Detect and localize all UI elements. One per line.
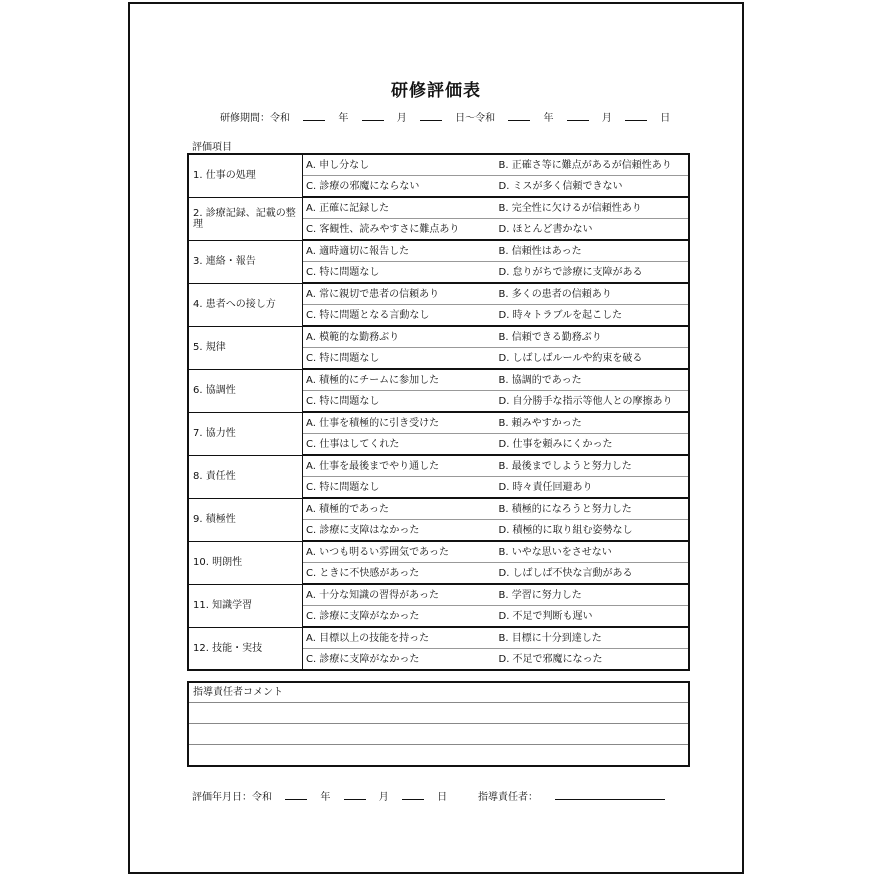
- comment-box: [187, 681, 690, 767]
- period-year-unit: 年: [338, 113, 349, 124]
- option-a[interactable]: A. 十分な知識の習得があった: [303, 584, 496, 606]
- evaluation-form-page: [128, 2, 744, 874]
- option-c[interactable]: C. 特に問題なし: [303, 348, 496, 370]
- option-a[interactable]: A. 目標以上の技能を持った: [303, 627, 496, 649]
- table-row: [188, 455, 689, 477]
- option-a[interactable]: A. 仕事を最後までやり通した: [303, 455, 496, 477]
- comment-label: 指導責任者コメント: [189, 683, 688, 703]
- item-name: 3. 連絡・報告: [188, 240, 303, 283]
- option-b[interactable]: B. 多くの患者の信頼あり: [496, 283, 690, 305]
- training-period: [220, 109, 670, 124]
- table-row: [188, 283, 689, 305]
- item-name: 12. 技能・実技: [188, 627, 303, 670]
- period-day2-unit: 日: [660, 113, 671, 124]
- period-label: 研修期間：令和: [220, 113, 290, 124]
- option-d[interactable]: D. 仕事を頼みにくかった: [496, 434, 690, 456]
- period-month2-field[interactable]: [567, 112, 589, 121]
- table-row: [188, 154, 689, 176]
- period-day2-field[interactable]: [625, 112, 647, 121]
- table-row: [188, 197, 689, 219]
- option-d[interactable]: D. 時々責任回避あり: [496, 477, 690, 499]
- table-row: [188, 240, 689, 262]
- option-c[interactable]: C. 特に問題なし: [303, 391, 496, 413]
- option-d[interactable]: D. ほとんど書かない: [496, 219, 690, 241]
- comment-line[interactable]: [189, 724, 688, 745]
- option-c[interactable]: C. 診療に支障がなかった: [303, 606, 496, 628]
- item-name: 10. 明朗性: [188, 541, 303, 584]
- option-a[interactable]: A. 正確に記録した: [303, 197, 496, 219]
- table-row: [188, 541, 689, 563]
- option-d[interactable]: D. ミスが多く信頼できない: [496, 176, 690, 198]
- item-name: 6. 協調性: [188, 369, 303, 412]
- item-name: 11. 知識学習: [188, 584, 303, 627]
- option-b[interactable]: B. 学習に努力した: [496, 584, 690, 606]
- period-day-to: 日～令和: [455, 113, 496, 124]
- option-d[interactable]: D. しばしばルールや約束を破る: [496, 348, 690, 370]
- page-title: 研修評価表: [391, 81, 481, 101]
- option-b[interactable]: B. 頼みやすかった: [496, 412, 690, 434]
- table-row: [188, 326, 689, 348]
- period-month-unit: 月: [396, 113, 407, 124]
- option-c[interactable]: C. 診療の邪魔にならない: [303, 176, 496, 198]
- option-a[interactable]: A. 模範的な勤務ぶり: [303, 326, 496, 348]
- option-b[interactable]: B. 信頼性はあった: [496, 240, 690, 262]
- period-year-field[interactable]: [303, 112, 325, 121]
- option-b[interactable]: B. いやな思いをさせない: [496, 541, 690, 563]
- date-month-field[interactable]: [344, 791, 366, 800]
- option-b[interactable]: B. 正確さ等に難点があるが信頼性あり: [496, 154, 690, 176]
- option-b[interactable]: B. 積極的になろうと努力した: [496, 498, 690, 520]
- period-day-field[interactable]: [420, 112, 442, 121]
- period-year2-unit: 年: [543, 113, 554, 124]
- option-c[interactable]: C. 客観性、読みやすさに難点あり: [303, 219, 496, 241]
- option-c[interactable]: C. 診療に支障がなかった: [303, 649, 496, 671]
- item-name: 2. 診療記録、記載の整理: [188, 197, 303, 240]
- option-d[interactable]: D. 怠りがちで診療に支障がある: [496, 262, 690, 284]
- date-month-unit: 月: [378, 792, 389, 803]
- comment-line[interactable]: [189, 703, 688, 724]
- option-a[interactable]: A. 適時適切に報告した: [303, 240, 496, 262]
- date-day-unit: 日: [437, 792, 448, 803]
- supervisor-signature: [478, 788, 665, 803]
- option-b[interactable]: B. 信頼できる勤務ぶり: [496, 326, 690, 348]
- option-b[interactable]: B. 完全性に欠けるが信頼性あり: [496, 197, 690, 219]
- option-c[interactable]: C. 仕事はしてくれた: [303, 434, 496, 456]
- option-d[interactable]: D. 不足で邪魔になった: [496, 649, 690, 671]
- date-year-field[interactable]: [285, 791, 307, 800]
- option-a[interactable]: A. 申し分なし: [303, 154, 496, 176]
- option-b[interactable]: B. 目標に十分到達した: [496, 627, 690, 649]
- item-name: 5. 規律: [188, 326, 303, 369]
- item-name: 8. 責任性: [188, 455, 303, 498]
- option-d[interactable]: D. 時々トラブルを起こした: [496, 305, 690, 327]
- option-c[interactable]: C. ときに不快感があった: [303, 563, 496, 585]
- option-c[interactable]: C. 特に問題なし: [303, 262, 496, 284]
- period-month-field[interactable]: [362, 112, 384, 121]
- option-d[interactable]: D. 積極的に取り組む姿勢なし: [496, 520, 690, 542]
- option-d[interactable]: D. 不足で判断も遅い: [496, 606, 690, 628]
- date-day-field[interactable]: [402, 791, 424, 800]
- evaluation-table: [187, 153, 690, 671]
- table-row: [188, 498, 689, 520]
- option-c[interactable]: C. 診療に支障はなかった: [303, 520, 496, 542]
- supervisor-field[interactable]: [555, 791, 665, 800]
- date-year-unit: 年: [320, 792, 331, 803]
- option-a[interactable]: A. 常に親切で患者の信頼あり: [303, 283, 496, 305]
- table-row: [188, 627, 689, 649]
- option-b[interactable]: B. 最後までしようと努力した: [496, 455, 690, 477]
- item-name: 1. 仕事の処理: [188, 154, 303, 197]
- date-label: 評価年月日：令和: [192, 792, 272, 803]
- supervisor-label: 指導責任者：: [478, 792, 538, 803]
- evaluation-date: [192, 788, 447, 803]
- option-d[interactable]: D. 自分勝手な指示等他人との摩擦あり: [496, 391, 690, 413]
- item-name: 4. 患者への接し方: [188, 283, 303, 326]
- option-a[interactable]: A. 積極的にチームに参加した: [303, 369, 496, 391]
- option-a[interactable]: A. いつも明るい雰囲気であった: [303, 541, 496, 563]
- table-row: [188, 369, 689, 391]
- item-name: 7. 協力性: [188, 412, 303, 455]
- option-a[interactable]: A. 積極的であった: [303, 498, 496, 520]
- period-year2-field[interactable]: [508, 112, 530, 121]
- section-label: 評価項目: [192, 142, 232, 153]
- option-c[interactable]: C. 特に問題なし: [303, 477, 496, 499]
- period-month2-unit: 月: [601, 113, 612, 124]
- option-a[interactable]: A. 仕事を積極的に引き受けた: [303, 412, 496, 434]
- option-c[interactable]: C. 特に問題となる言動なし: [303, 305, 496, 327]
- option-d[interactable]: D. しばしば不快な言動がある: [496, 563, 690, 585]
- option-b[interactable]: B. 協調的であった: [496, 369, 690, 391]
- table-row: [188, 584, 689, 606]
- comment-line[interactable]: [189, 745, 688, 766]
- table-row: [188, 412, 689, 434]
- item-name: 9. 積極性: [188, 498, 303, 541]
